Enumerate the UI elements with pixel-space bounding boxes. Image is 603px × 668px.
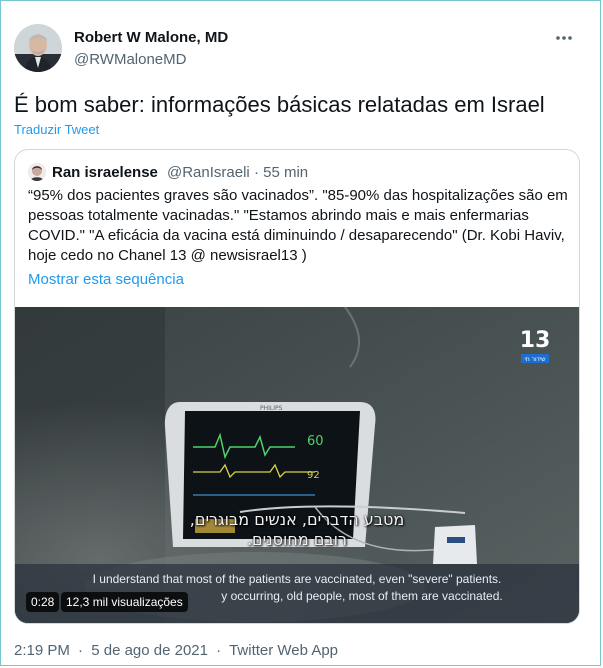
- hebrew-subtitle-line: רובם מחוסנים.: [246, 530, 348, 549]
- video-duration-badge: 0:28: [26, 592, 59, 612]
- more-options-button[interactable]: [552, 26, 576, 50]
- tweet-header: [14, 24, 580, 74]
- channel-number: 13: [519, 328, 551, 353]
- hebrew-subtitles: [15, 510, 579, 550]
- quoted-text-line: “95% dos pacientes graves são vacinados”. "85-90% das hospitalizações são em: [28, 187, 568, 204]
- author-handle[interactable]: @RWMaloneMD: [74, 51, 187, 68]
- quoted-author-avatar: [28, 163, 46, 181]
- channel-logo-icon: [518, 325, 552, 365]
- monitor-reading-top: 60: [307, 434, 324, 449]
- tweet-footer: [14, 642, 338, 659]
- video-player[interactable]: [15, 307, 579, 624]
- person-avatar-icon: [28, 163, 46, 181]
- english-subtitle-line: I understand that most of the patients are vaccinated, even "severe" patients.: [92, 572, 502, 586]
- english-subtitle-line: y occurring, old people, most of them are vaccinated.: [221, 589, 503, 603]
- tweet-source: Twitter Web App: [229, 642, 339, 659]
- tweet-text: É bom saber: informações básicas relatadas em Israel: [14, 92, 545, 117]
- quoted-tweet-header: [28, 162, 566, 182]
- person-avatar-icon: [14, 24, 62, 72]
- quoted-author-handle: @RanIsraeli: [167, 164, 250, 181]
- hebrew-subtitle-line: מטבע הדברים, אנשים מבוגרים,: [189, 510, 405, 529]
- quoted-tweet-meta: [167, 164, 308, 181]
- quoted-tweet-text: [28, 186, 568, 266]
- video-views-badge: 12,3 mil visualizações: [61, 592, 188, 612]
- quoted-tweet-time: 55 min: [263, 164, 309, 181]
- show-thread-link[interactable]: Mostrar esta sequência: [28, 271, 184, 288]
- meta-separator: ·: [253, 164, 259, 181]
- monitor-brand: PHILIPS: [260, 405, 283, 412]
- tweet-time[interactable]: 2:19 PM: [14, 642, 70, 659]
- channel-live-label: שידור חי: [524, 356, 546, 363]
- ellipsis-icon: [555, 35, 573, 41]
- quoted-author-name: Ran israelense: [52, 164, 158, 181]
- footer-separator: ·: [216, 642, 222, 659]
- translate-tweet-link[interactable]: Traduzir Tweet: [14, 122, 100, 137]
- quoted-text-line: COVID." "A eficácia da vacina está diminuindo / desaparecendo" (Dr. Kobi Haviv,: [28, 227, 565, 244]
- author-avatar[interactable]: [14, 24, 62, 72]
- tweet-date[interactable]: 5 de ago de 2021: [91, 642, 208, 659]
- author-name[interactable]: Robert W Malone, MD: [74, 29, 229, 46]
- quoted-tweet[interactable]: [14, 149, 580, 624]
- quoted-text-line: pessoas totalmente vacinadas." "Estamos abrindo mais e mais enfermarias: [28, 207, 529, 224]
- quoted-text-line: hoje cedo no Chanel 13 @ newsisrael13 ): [28, 247, 307, 264]
- footer-separator: ·: [78, 642, 84, 659]
- monitor-reading-mid: 92: [307, 470, 320, 481]
